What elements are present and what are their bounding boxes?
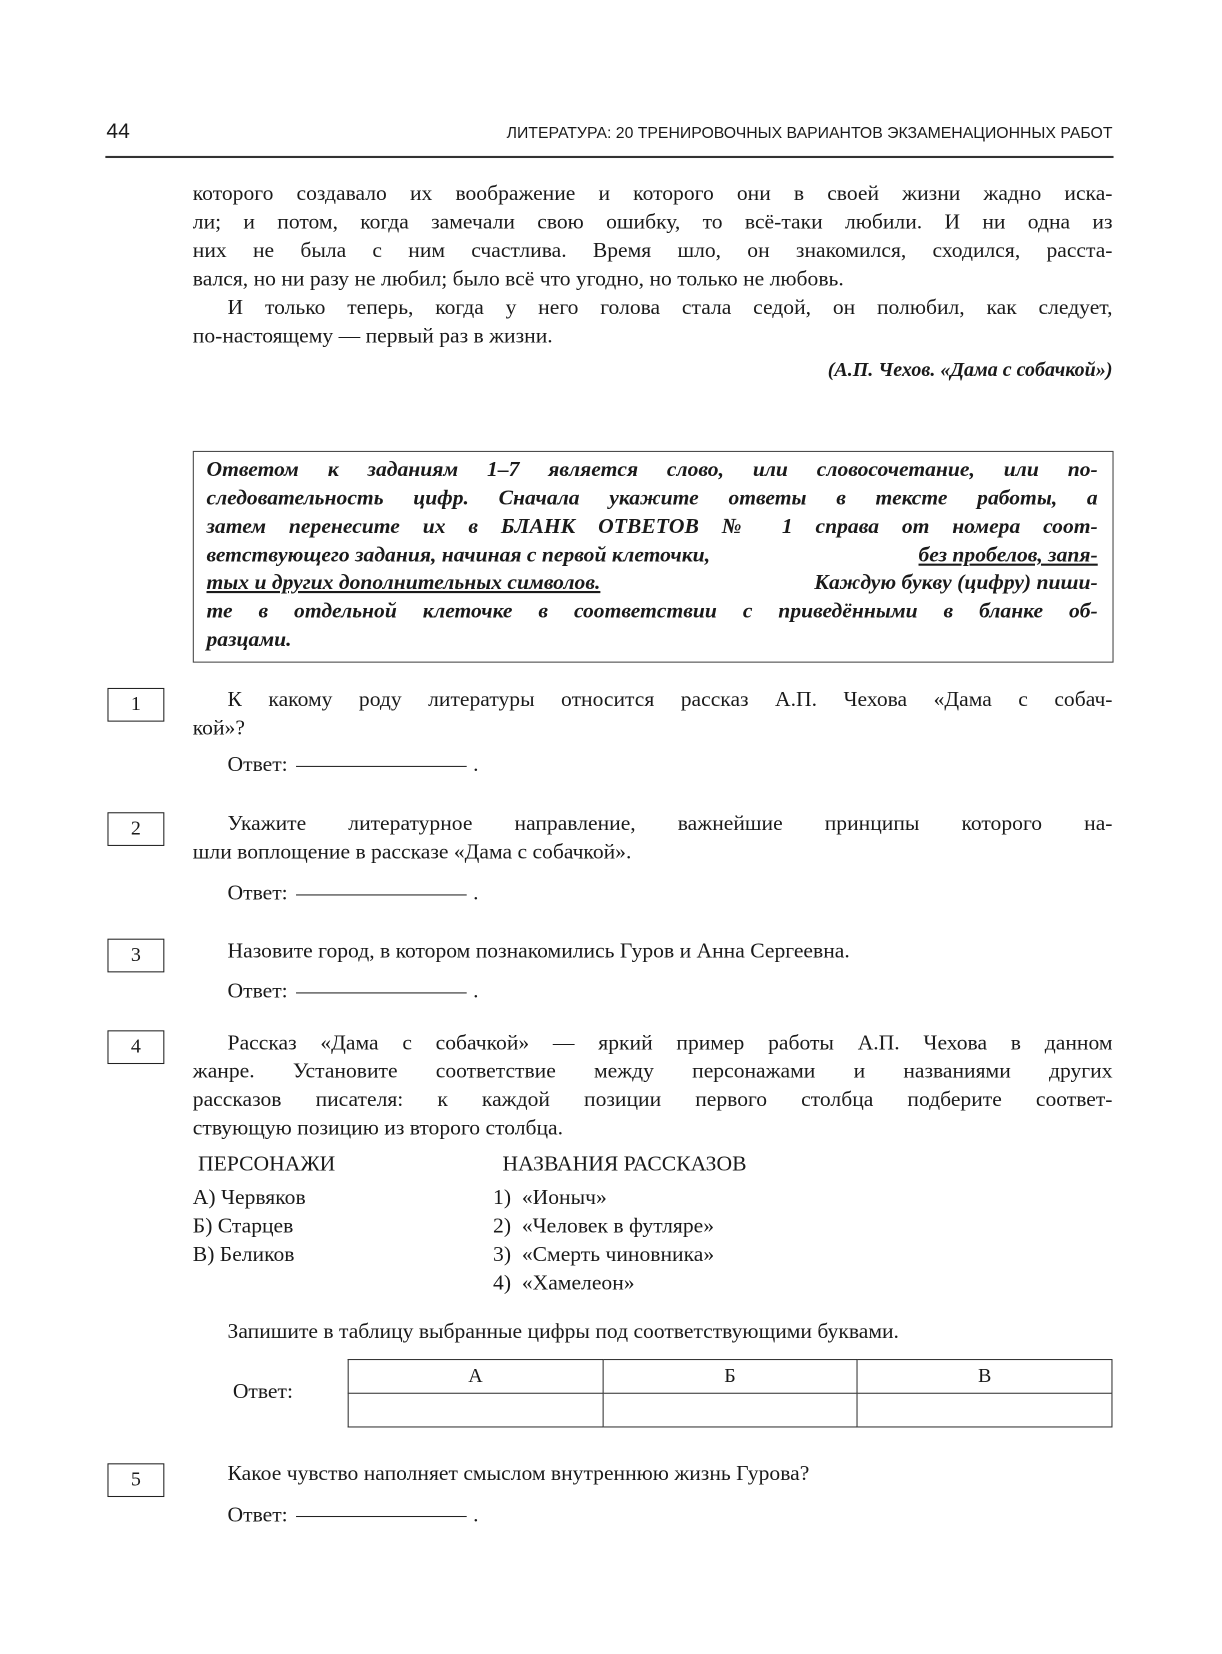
answer-cell-a[interactable]	[348, 1393, 603, 1427]
story-item: 2) «Человек в футляре»	[493, 1214, 715, 1238]
task-text: ствующую позицию из второго столбца.	[192, 1116, 564, 1140]
task-text: Назовите город, в котором познакомились Гуров и Анна Сергеевна.	[227, 939, 850, 963]
excerpt-line: И только теперь, когда у него голова стала седой, он полюбил, как следует,	[227, 296, 1113, 320]
answer-label: Ответ:	[227, 881, 288, 905]
task-text: жанре. Установите соответствие между персонажами и названиями других	[192, 1059, 1113, 1083]
instruction-text: ветствующего задания, начиная с первой клеточки,	[206, 543, 711, 567]
character-item: В) Беликов	[192, 1243, 295, 1267]
task-text: шли воплощение в рассказе «Дама с собачкой».	[192, 840, 632, 864]
answer-cell-b[interactable]	[603, 1393, 858, 1427]
column-header-stories: НАЗВАНИЯ РАССКАЗОВ	[502, 1152, 747, 1176]
instruction-line: разцами.	[206, 627, 292, 652]
answer-label: Ответ:	[227, 1503, 288, 1527]
header-rule	[105, 156, 1113, 158]
task-number-box: 4	[107, 1030, 164, 1064]
instruction-underlined: без пробелов, запя-	[918, 543, 1098, 567]
instruction-line: Ответом к заданиям 1–7 является слово, или словосочетание, или по-	[206, 458, 1098, 482]
citation: (А.П. Чехов. «Дама с собачкой»)	[827, 359, 1113, 382]
excerpt-line: которого создавало их воображение и которого они в своей жизни жадно иска-	[192, 182, 1113, 206]
running-header: ЛИТЕРАТУРА: 20 ТРЕНИРОВОЧНЫХ ВАРИАНТОВ ЭКЗАМЕНАЦИОННЫХ РАБОТ	[506, 124, 1113, 143]
answer-label: Ответ:	[227, 979, 288, 1003]
task-number-box: 1	[107, 688, 164, 722]
instruction-line: те в отдельной клеточке в соответствии с приведёнными в бланке об-	[206, 599, 1098, 623]
character-item: А) Червяков	[192, 1186, 306, 1210]
excerpt-line: по-настоящему — первый раз в жизни.	[192, 324, 553, 348]
task-number-box: 2	[107, 812, 164, 846]
character-item: Б) Старцев	[192, 1214, 294, 1238]
story-item: 3) «Смерть чиновника»	[493, 1243, 715, 1267]
task-number-box: 3	[107, 939, 164, 973]
excerpt-line: вался, но ни разу не любил; было всё что угодно, но только не любовь.	[192, 267, 844, 291]
instruction-underlined: тых и других дополнительных символов.	[206, 570, 601, 595]
answer-field[interactable]: Ответ: .	[227, 1503, 479, 1527]
table-header-b: Б	[603, 1360, 858, 1394]
column-header-characters: ПЕРСОНАЖИ	[198, 1152, 336, 1176]
instruction-line	[206, 570, 1097, 595]
excerpt-line: них не была с ним счастлива. Время шло, он знакомился, сходился, расста-	[192, 239, 1113, 263]
instruction-line: затем перенесите их в БЛАНК ОТВЕТОВ № 1 справа от номера соот-	[206, 515, 1098, 539]
table-header-a: А	[348, 1360, 603, 1394]
page-number: 44	[106, 120, 130, 144]
answer-blank[interactable]	[296, 894, 467, 895]
task-text: Укажите литературное направление, важнейшие принципы которого на-	[227, 812, 1113, 836]
answer-table	[348, 1359, 1113, 1427]
answer-label: Ответ:	[232, 1380, 293, 1404]
task-text: Какое чувство наполняет смыслом внутреннюю жизнь Гурова?	[227, 1462, 810, 1486]
answer-blank[interactable]	[296, 992, 467, 993]
table-header-v: В	[857, 1360, 1112, 1394]
answer-field[interactable]: Ответ: .	[227, 753, 479, 777]
answer-field[interactable]: Ответ: .	[227, 881, 479, 905]
task-text: кой»?	[192, 716, 245, 740]
answer-blank[interactable]	[296, 1516, 467, 1517]
task-number-box: 5	[107, 1463, 164, 1497]
story-item: 1) «Ионыч»	[493, 1186, 607, 1210]
excerpt-line: ли; и потом, когда замечали свою ошибку, то всё-таки любили. И ни одна из	[192, 210, 1113, 234]
task-text: рассказов писателя: к каждой позиции первого столбца подберите соответ-	[192, 1088, 1113, 1112]
task-text: К какому роду литературы относится рассказ А.П. Чехова «Дама с собач-	[227, 687, 1113, 712]
answer-cell-v[interactable]	[857, 1393, 1112, 1427]
answer-label: Ответ:	[227, 753, 288, 777]
instruction-line: следовательность цифр. Сначала укажите ответы в тексте работы, а	[206, 486, 1098, 510]
instruction-line	[206, 543, 1097, 568]
instruction-text: Каждую букву (цифру) пиши-	[814, 570, 1098, 595]
table-instruction: Запишите в таблицу выбранные цифры под соответствующими буквами.	[227, 1320, 899, 1344]
answer-blank[interactable]	[296, 766, 467, 767]
task-text: Рассказ «Дама с собачкой» — яркий пример работы А.П. Чехова в данном	[227, 1031, 1113, 1055]
answer-field[interactable]: Ответ: .	[227, 979, 479, 1003]
story-item: 4) «Хамелеон»	[493, 1271, 635, 1295]
